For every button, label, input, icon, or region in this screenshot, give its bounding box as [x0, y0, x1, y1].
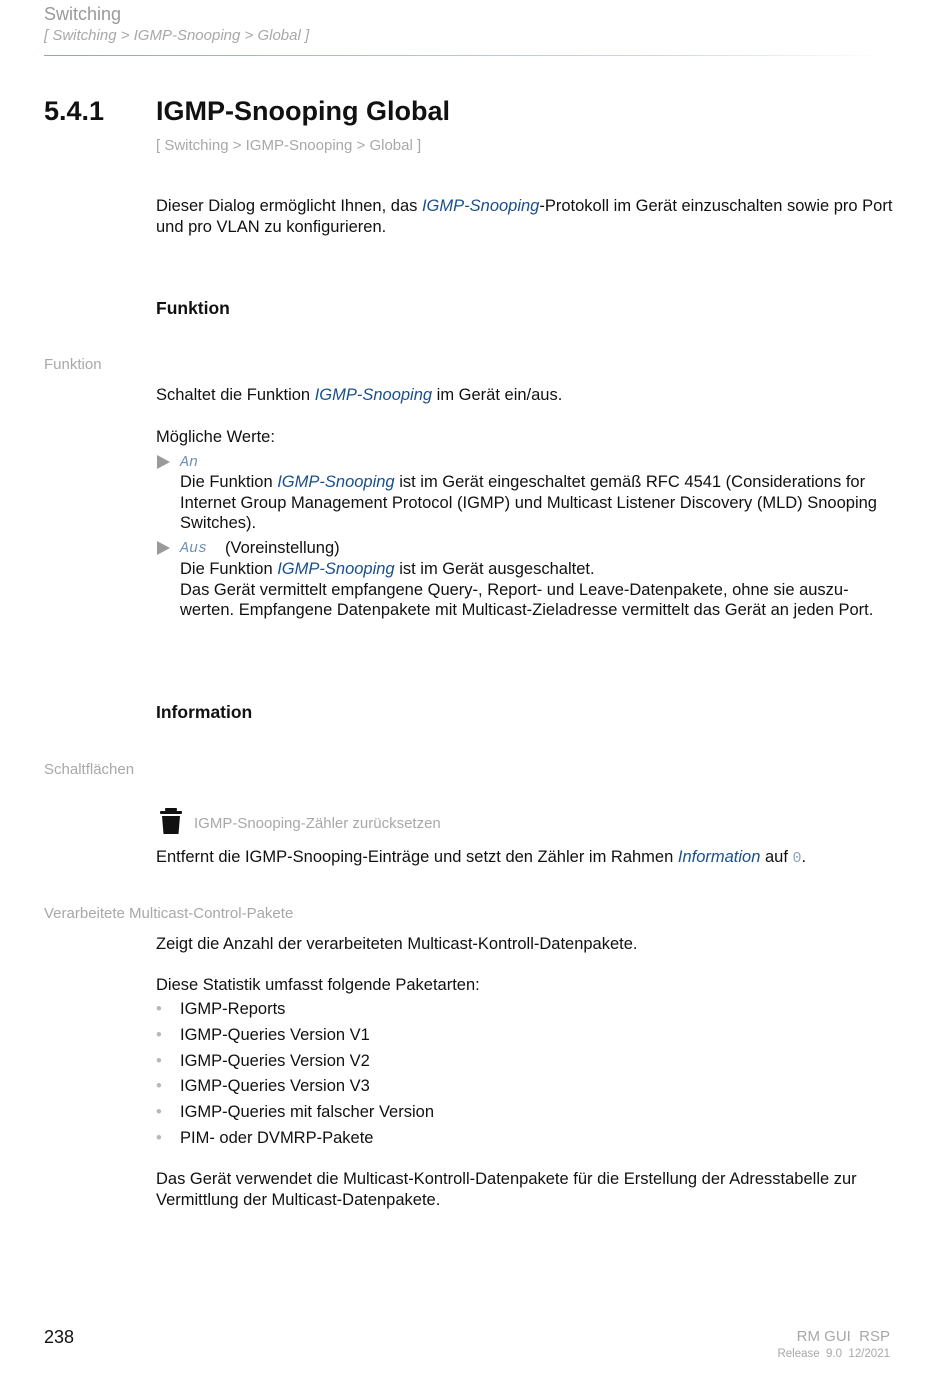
reset-counter-button-label: IGMP-Snooping-Zähler zurücksetzen	[194, 815, 441, 832]
list-item: PIM- oder DVMRP-Pakete	[180, 1129, 374, 1147]
running-header-title: Switching	[44, 4, 122, 24]
funktion-heading: Funktion	[156, 298, 230, 318]
section-breadcrumb: [ Switching > IGMP-Snooping > Global ]	[156, 137, 422, 154]
list-item: IGMP-Queries Version V3	[180, 1077, 370, 1095]
footer-release: Release 9.0 12/2021	[777, 1348, 890, 1360]
reset-description: Entfernt die IGMP-Snooping-Einträge und setzt den Zähler im Rahmen Information auf 0.	[156, 848, 807, 867]
header-divider	[44, 55, 884, 56]
closing-paragraph: Das Gerät verwendet die Multicast-Kontroll-Datenpakete für die Erstellung der Adresstabelle zur Vermittlung der Multicast-Datenpakete.	[156, 1170, 857, 1209]
section-number: 5.4.1	[44, 96, 105, 126]
bullet-icon: •	[156, 1000, 162, 1018]
possible-values-label: Mögliche Werte:	[156, 428, 275, 446]
information-heading: Information	[156, 702, 253, 722]
section-title: IGMP-Snooping Global	[156, 96, 450, 126]
option-arrow-icon	[157, 455, 170, 469]
counter-margin-label: Verarbeitete Multicast-Control-Pakete	[44, 905, 294, 922]
buttons-margin-label: Schaltflächen	[44, 761, 135, 778]
intro-paragraph: Dieser Dialog ermöglicht Ihnen, das IGMP-Snooping-Protokoll im Gerät einzuschalten sowie pro Port und pro VLAN zu konfigurieren.	[156, 197, 893, 236]
funktion-description: Schaltet die Funktion IGMP-Snooping im Gerät ein/aus.	[156, 386, 563, 404]
counter-description: Zeigt die Anzahl der verarbeiteten Multicast-Kontroll-Datenpakete.	[156, 935, 638, 953]
bullet-icon: •	[156, 1077, 162, 1095]
bullet-icon: •	[156, 1026, 162, 1044]
bullet-icon: •	[156, 1052, 162, 1070]
default-note: (Voreinstellung)	[225, 539, 340, 557]
bullet-icon: •	[156, 1103, 162, 1121]
option-value-aus: Aus	[180, 540, 208, 557]
list-item: IGMP-Queries Version V1	[180, 1026, 370, 1044]
list-item: IGMP-Queries Version V2	[180, 1052, 370, 1070]
bullet-icon: •	[156, 1129, 162, 1147]
option-aus-description: Die Funktion IGMP-Snooping ist im Gerät ausgeschaltet. Das Gerät vermittelt empfangene Query-, Report- und Leave-Datenpakete, ohne sie auszu- werten. Empfangene Datenpakete mit Multicast-Zieladresse vermittelt das Gerät an jeden Port.	[180, 560, 874, 619]
page-number: 238	[44, 1327, 75, 1347]
funktion-margin-label: Funktion	[44, 356, 102, 373]
option-value-an: An	[180, 454, 199, 471]
footer-doc-name: RM GUI RSP	[796, 1328, 890, 1345]
running-header-breadcrumb: [ Switching > IGMP-Snooping > Global ]	[44, 27, 310, 44]
list-item: IGMP-Queries mit falscher Version	[180, 1103, 434, 1121]
stats-intro: Diese Statistik umfasst folgende Paketarten:	[156, 976, 480, 994]
option-arrow-icon	[157, 541, 170, 555]
option-an-description: Die Funktion IGMP-Snooping ist im Gerät eingeschaltet gemäß RFC 4541 (Considerations for Internet Group Management Protocol (IGMP) und Multicast Listener Discovery (MLD) Snooping Switches).	[180, 473, 877, 532]
list-item: IGMP-Reports	[180, 1000, 286, 1018]
trash-icon	[159, 808, 183, 839]
